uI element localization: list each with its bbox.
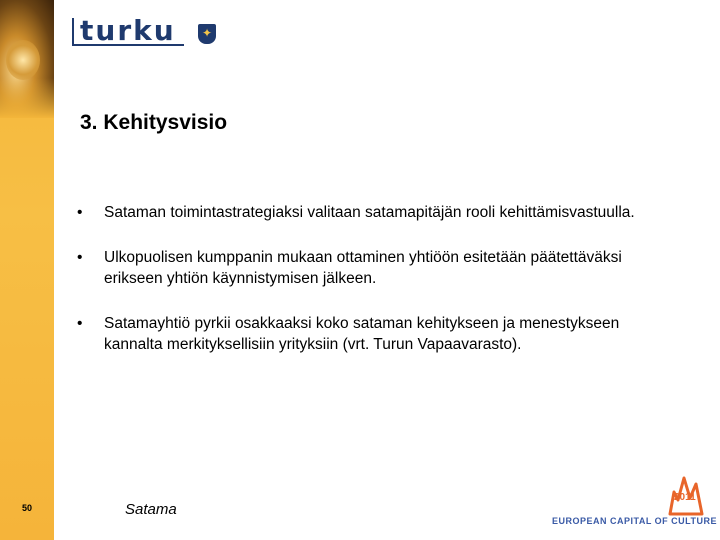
slide-title: 3. Kehitysvisio xyxy=(80,111,228,134)
bullet-marker: • xyxy=(77,249,83,266)
page-number: 50 xyxy=(22,503,33,513)
side-photo xyxy=(0,0,54,118)
capital-of-culture-logo xyxy=(552,470,718,530)
bullet-list xyxy=(77,202,637,355)
bullet-item xyxy=(77,202,637,223)
photo-glow xyxy=(6,40,40,80)
bullet-marker: • xyxy=(77,204,83,221)
eco-year: 2011 xyxy=(674,492,696,503)
eco-text: EUROPEAN CAPITAL OF CULTURE xyxy=(552,516,718,526)
bullet-text: Sataman toimintastrategiaksi valitaan satamapitäjän rooli kehittämisvastuulla. xyxy=(104,204,635,221)
flame-icon xyxy=(660,470,712,518)
crest-icon: ✦ xyxy=(198,24,216,44)
turku-logo xyxy=(72,14,217,50)
bullet-text: Ulkopuolisen kumppanin mukaan ottaminen yhtiöön esitetään päätettäväksi erikseen yhtiön käynnistymisen jälkeen. xyxy=(104,249,622,287)
bullet-item xyxy=(77,247,637,289)
bullet-text: Satamayhtiö pyrkii osakkaaksi koko sataman kehitykseen ja menestykseen kannalta merkityksellisiin yrityksiin (vrt. Turun Vapaavarasto). xyxy=(104,315,620,353)
footer-label: Satama xyxy=(125,501,177,518)
logo-text: turku xyxy=(80,14,176,47)
photo-fade xyxy=(0,78,54,118)
bullet-marker: • xyxy=(77,315,83,332)
bullet-item xyxy=(77,313,637,355)
